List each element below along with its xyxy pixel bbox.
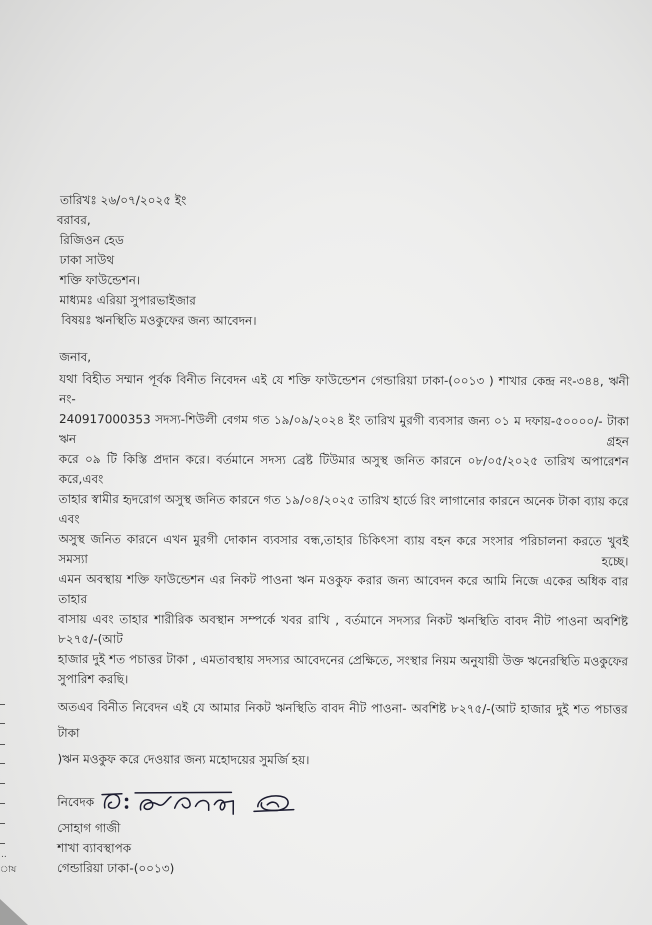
recipient-block	[60, 230, 630, 292]
edge-mark	[0, 783, 5, 784]
body-line: বাসায় এবং তাহার শারীরিক অবস্থান সম্পর্কে খবর রাখি , বর্তমানে সদস্যর নিকট ঋনস্থিতি বাবদ নীট পাওনা অবশিষ্ট ৮২৭৫/-(আট	[58, 611, 629, 647]
edge-mark	[0, 843, 5, 844]
body-line: হাজার দুই শত পচাত্তর টাকা , এমতাবস্থায় সদস্যর আবেদনের প্রেক্ষিতে, সংস্থার নিয়ম অনুযায়ী উক্ত ঋনেরস্থিতি মওকুফের	[57, 651, 628, 669]
body-line: যথা বিহীত সম্মান পূর্বক বিনীত নিবেদন এই যে শক্তি ফাউন্ডেশন গেন্ডারিয়া ঢাকা-(০০১৩ ) শাখার কেন্দ্র নং-৩৪৪, ঋনী নং-	[59, 371, 630, 407]
body-line: করে ০৯ টি কিস্তি প্রদান করে। বর্তমানে সদস্য ব্রেষ্ট টিউমার অসুস্থ জনিত কারনে ০৮/০৫/২০২৫ তারিখ অপারেশন করে,এবং	[58, 451, 629, 487]
body-line: তাহার স্বামীর হৃদরোগ অসুস্থ জনিত কারনে গত ১৯/০৪/২০২৫ তারিখ হার্ডে রিং লাগানোর কারনে অনেক টাকা ব্যায় করে এবং	[58, 491, 629, 527]
recipient-line: ঢাকা সাউথ	[59, 252, 115, 268]
closing-line: অতএব বিনীত নিবেদন এই যে আমার নিকট ঋনস্থিতি বাবদ নীট পাওনা- অবশিষ্ট ৮২৭৫/-(আট হাজার দুই শত পচাত্তর টাকা	[57, 699, 628, 741]
signature-image	[98, 785, 298, 820]
salutation: জনাব,	[59, 349, 92, 365]
signer-title: শাখা ব্যাবস্থাপক	[57, 840, 132, 856]
application-letter	[57, 190, 630, 880]
edge-mark	[0, 744, 5, 745]
signature-row	[57, 786, 627, 820]
body-line: 240917000353 সদস্য-শিউলী বেগম গত ১৯/০৯/২০২৪ ইং তারিখ মুরগী ব্যবসার জন্য ০১ ম দফায়-৫০০০০/- টাকা ঋন গ্রহন	[58, 411, 630, 449]
via-line: মাধ্যমঃ এরিয়া সুপারভাইজার	[59, 292, 196, 308]
closing-line: )ঋন মওকুফ করে দেওয়ার জন্য মহোদয়ের সুমর্জি হয়।	[57, 751, 310, 768]
recipient-line: রিজিওন হেড	[59, 232, 124, 248]
signer-block	[57, 818, 627, 880]
edge-mark	[0, 803, 5, 804]
sign-label: নিবেদক	[57, 794, 95, 810]
signer-branch: গেন্ডারিয়া ঢাকা-(০০১৩)	[57, 860, 175, 876]
edge-mark	[0, 823, 5, 824]
edge-mark	[0, 723, 5, 724]
body-line: এমন অবস্থায় শক্তি ফাউন্ডেশন এর নিকট পাওনা ঋন মওকুফ করার জন্য আবেদন করে আমি নিজে একের অধিক বার তাহার	[58, 571, 629, 607]
body-line: অসুস্থ জনিত কারনে এখন মুরগী দোকান ব্যবসার বন্ধ,তাহার চিকিৎসা ব্যায় বহন করে সংসার পরিচালনা করতে খুবই সমস্যা হচ্ছে।	[58, 531, 629, 569]
to-label: বরাবর,	[56, 212, 91, 228]
edge-mark	[0, 763, 5, 764]
recipient-line: শক্তি ফাউন্ডেশন।	[59, 272, 141, 288]
body-line: সুপারিশ করছি।	[57, 671, 129, 687]
edge-text-fragment: ায	[0, 865, 17, 875]
subject-line: বিষয়ঃ ঋনস্থিতি মওকুফের জন্য আবেদন।	[61, 313, 257, 328]
letter-date: তারিখঃ ২৬/০৭/২০২৫ ইং	[59, 192, 187, 208]
letter-body	[58, 369, 629, 691]
signer-name: সোহাগ গাজী	[57, 820, 121, 836]
edge-mark	[0, 704, 5, 705]
closing-paragraph	[57, 694, 627, 774]
edge-dots: ..	[1, 850, 7, 860]
folded-corner	[0, 899, 28, 925]
